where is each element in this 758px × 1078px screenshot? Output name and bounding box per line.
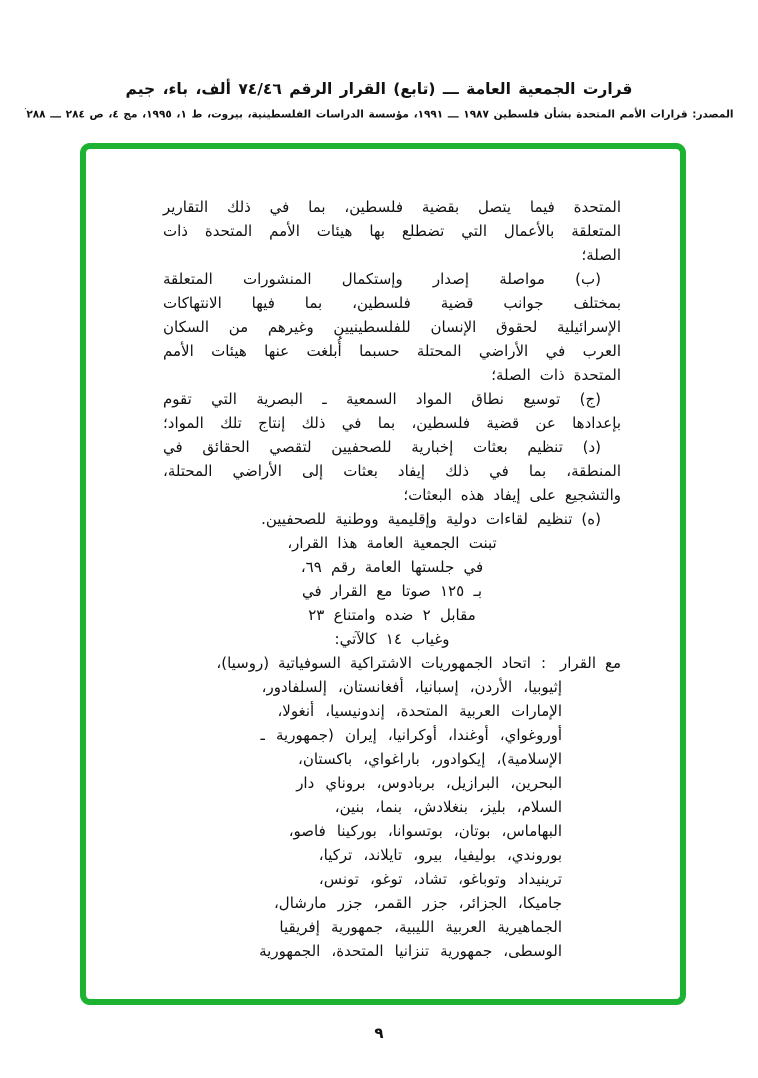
- text-line: بمختلف جوانب قضية فلسطين، بما فيها الانتهاكات: [163, 294, 621, 312]
- adoption-line: تبنت الجمعية العامة هذا القرار،: [287, 534, 497, 552]
- text-line: والتشجيع على إيفاد هذه البعثات؛: [403, 486, 621, 504]
- colon-separator: :: [540, 654, 546, 672]
- country-list-line: جاميكا، الجزائر، جزر القمر، جزر مارشال،: [273, 894, 562, 912]
- text-line: المتعلقة بالأعمال التي تضطلع بها هيئات الأمم المتحدة ذات: [163, 222, 621, 240]
- vote-label: مع القرار: [560, 654, 621, 672]
- adoption-line: مقابل ٢ ضده وامتناع ٢٣: [308, 606, 476, 624]
- country-list-line: البهاماس، بوتان، بوتسوانا، بوركينا فاصو،: [288, 822, 562, 840]
- text-line: العرب في الأراضي المحتلة حسبما أُبلغت عنها هيئات الأمم: [163, 342, 621, 360]
- text-line: بإعدادها عن قضية فلسطين، بما في ذلك إنتاج تلك المواد؛: [163, 414, 621, 432]
- footnote-mark: ′: [24, 107, 27, 115]
- country-list-line: ترينيداد وتوباغو، تشاد، توغو، تونس،: [318, 870, 562, 888]
- text-line: الإسرائيلية لحقوق الإنسان للفلسطينيين وغيرهم من السكان: [163, 318, 621, 336]
- text-line: (ه) تنظيم لقاءات دولية وإقليمية ووطنية للصحفيين.: [261, 510, 601, 528]
- adoption-line: وغياب ١٤ كالآتي:: [334, 630, 450, 648]
- green-frame: [80, 143, 686, 1005]
- vote-countries-start: اتحاد الجمهوريات الاشتراكية السوفياتية (روسيا)،: [216, 654, 531, 672]
- text-line: (ج) توسيع نطاق المواد السمعية ـ البصرية التي تقوم: [163, 390, 601, 408]
- adoption-line: بـ ١٢٥ صوتا مع القرار في: [301, 582, 483, 600]
- country-list-line: الوسطى، جمهورية تنزانيا المتحدة، الجمهورية: [259, 942, 562, 960]
- country-list-line: الإمارات العربية المتحدة، إندونيسيا، أنغولا،: [277, 702, 562, 720]
- country-list-line: الإسلامية)، إيكوادور، باراغواي، باكستان،: [297, 750, 562, 768]
- text-line: الصلة؛: [581, 246, 621, 264]
- country-list-line: أوروغواي، أوغندا، أوكرانيا، إيران (جمهورية ـ: [260, 726, 562, 744]
- country-list-line: الجماهيرية العربية الليبية، جمهورية إفريقيا: [279, 918, 562, 936]
- text-line: (ب) مواصلة إصدار وإستكمال المنشورات المتعلقة: [163, 270, 601, 288]
- country-list-line: إثيوبيا، الأردن، إسبانيا، أفغانستان، إلسلفادور،: [261, 678, 562, 696]
- text-line: المتحدة فيما يتصل بقضية فلسطين، بما في ذلك التقارير: [163, 198, 621, 216]
- text-line: المتحدة ذات الصلة؛: [491, 366, 621, 384]
- page-number: ٩: [374, 1024, 384, 1042]
- document-body: [86, 149, 680, 999]
- country-list-line: البحرين، البرازيل، بربادوس، بروناي دار: [296, 774, 562, 792]
- document-source-line: [0, 107, 758, 121]
- country-list-line: بوروندي، بوليفيا، بيرو، تايلاند، تركيا،: [318, 846, 562, 864]
- source-text: المصدر: قرارات الأمم المتحدة بشأن فلسطين ١٩٨٧ ـــ ١٩٩١، مؤسسة الدراسات الفلسطينية، بيروت، ط ١، ١٩٩٥، مج ٤، ص ٢٨٤ ـــ ٢٨٨: [26, 108, 734, 121]
- text-line: (د) تنظيم بعثات إخبارية للصحفيين لتقصي الحقائق في: [163, 438, 601, 456]
- text-line: المنطقة، بما في ذلك إيفاد بعثات إلى الأراضي المحتلة،: [163, 462, 621, 480]
- adoption-line: في جلستها العامة رقم ٦٩،: [300, 558, 484, 576]
- document-header-title: قرارت الجمعية العامة ـــ (تابع) القرار الرقم ٧٤/٤٦ ألف، باء، جيم: [125, 80, 633, 98]
- vote-result-line: [163, 651, 621, 675]
- country-list-line: السلام، بليز، بنغلادش، بنما، بنين،: [334, 798, 562, 816]
